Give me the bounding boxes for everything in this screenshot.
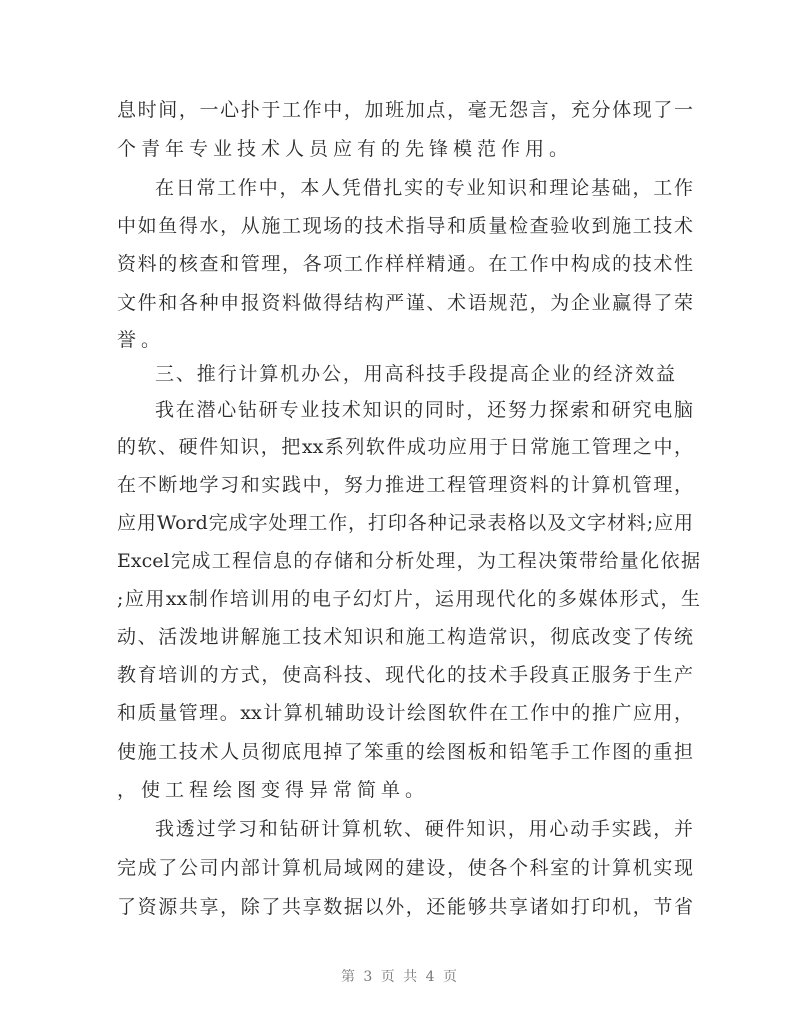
text-line: 在不断地学习和实践中，努力推进工程管理资料的计算机管理，: [117, 474, 693, 496]
text-line: 资料的核查和管理，各项工作样样精通。在工作中构成的技术性: [117, 253, 693, 275]
text-line: 使施工技术人员彻底甩掉了笨重的绘图板和铅笔手工作图的重担: [117, 741, 693, 763]
text-line: 中如鱼得水，从施工现场的技术指导和质量检查验收到施工技术: [117, 215, 693, 237]
text-line: ，使工程绘图变得异常简单。: [117, 779, 430, 801]
section-heading: 三、推行计算机办公，用高科技手段提高企业的经济效益: [155, 363, 675, 385]
page-number: 第 3 页 共 4 页: [340, 969, 460, 985]
text-line: Excel完成工程信息的存储和分析处理，为工程决策带给量化依据: [117, 550, 700, 572]
text-line: 个青年专业技术人员应有的先锋模范作用。: [117, 138, 574, 160]
text-line: 了资源共享，除了共享数据以外，还能够共享诸如打印机，节省: [117, 896, 693, 918]
text-line: 的软、硬件知识，把xx系列软件成功应用于日常施工管理之中，: [117, 436, 693, 458]
text-line: 文件和各种申报资料做得结构严谨、术语规范，为企业赢得了荣: [117, 292, 693, 314]
text-line: 息时间，一心扑于工作中，加班加点，毫无怨言，充分体现了一: [117, 99, 693, 121]
text-line: 应用Word完成字处理工作，打印各种记录表格以及文字材料;应用: [117, 512, 693, 534]
text-line: 我透过学习和钻研计算机软、硬件知识，用心动手实践，并: [155, 818, 693, 840]
text-line: ;应用xx制作培训用的电子幻灯片，运用现代化的多媒体形式，生: [117, 588, 700, 610]
text-line: 教育培训的方式，使高科技、现代化的技术手段真正服务于生产: [117, 664, 693, 686]
text-line: 和质量管理。xx计算机辅助设计绘图软件在工作中的推广应用，: [117, 702, 693, 724]
text-line: 在日常工作中，本人凭借扎实的专业知识和理论基础，工作: [155, 177, 693, 199]
text-line: 动、活泼地讲解施工技术知识和施工构造常识，彻底改变了传统: [117, 626, 693, 648]
text-line: 完成了公司内部计算机局域网的建设，使各个科室的计算机实现: [117, 857, 693, 879]
text-line: 我在潜心钻研专业技术知识的同时，还努力探索和研究电脑: [155, 399, 693, 421]
text-line: 誉。: [117, 329, 166, 351]
